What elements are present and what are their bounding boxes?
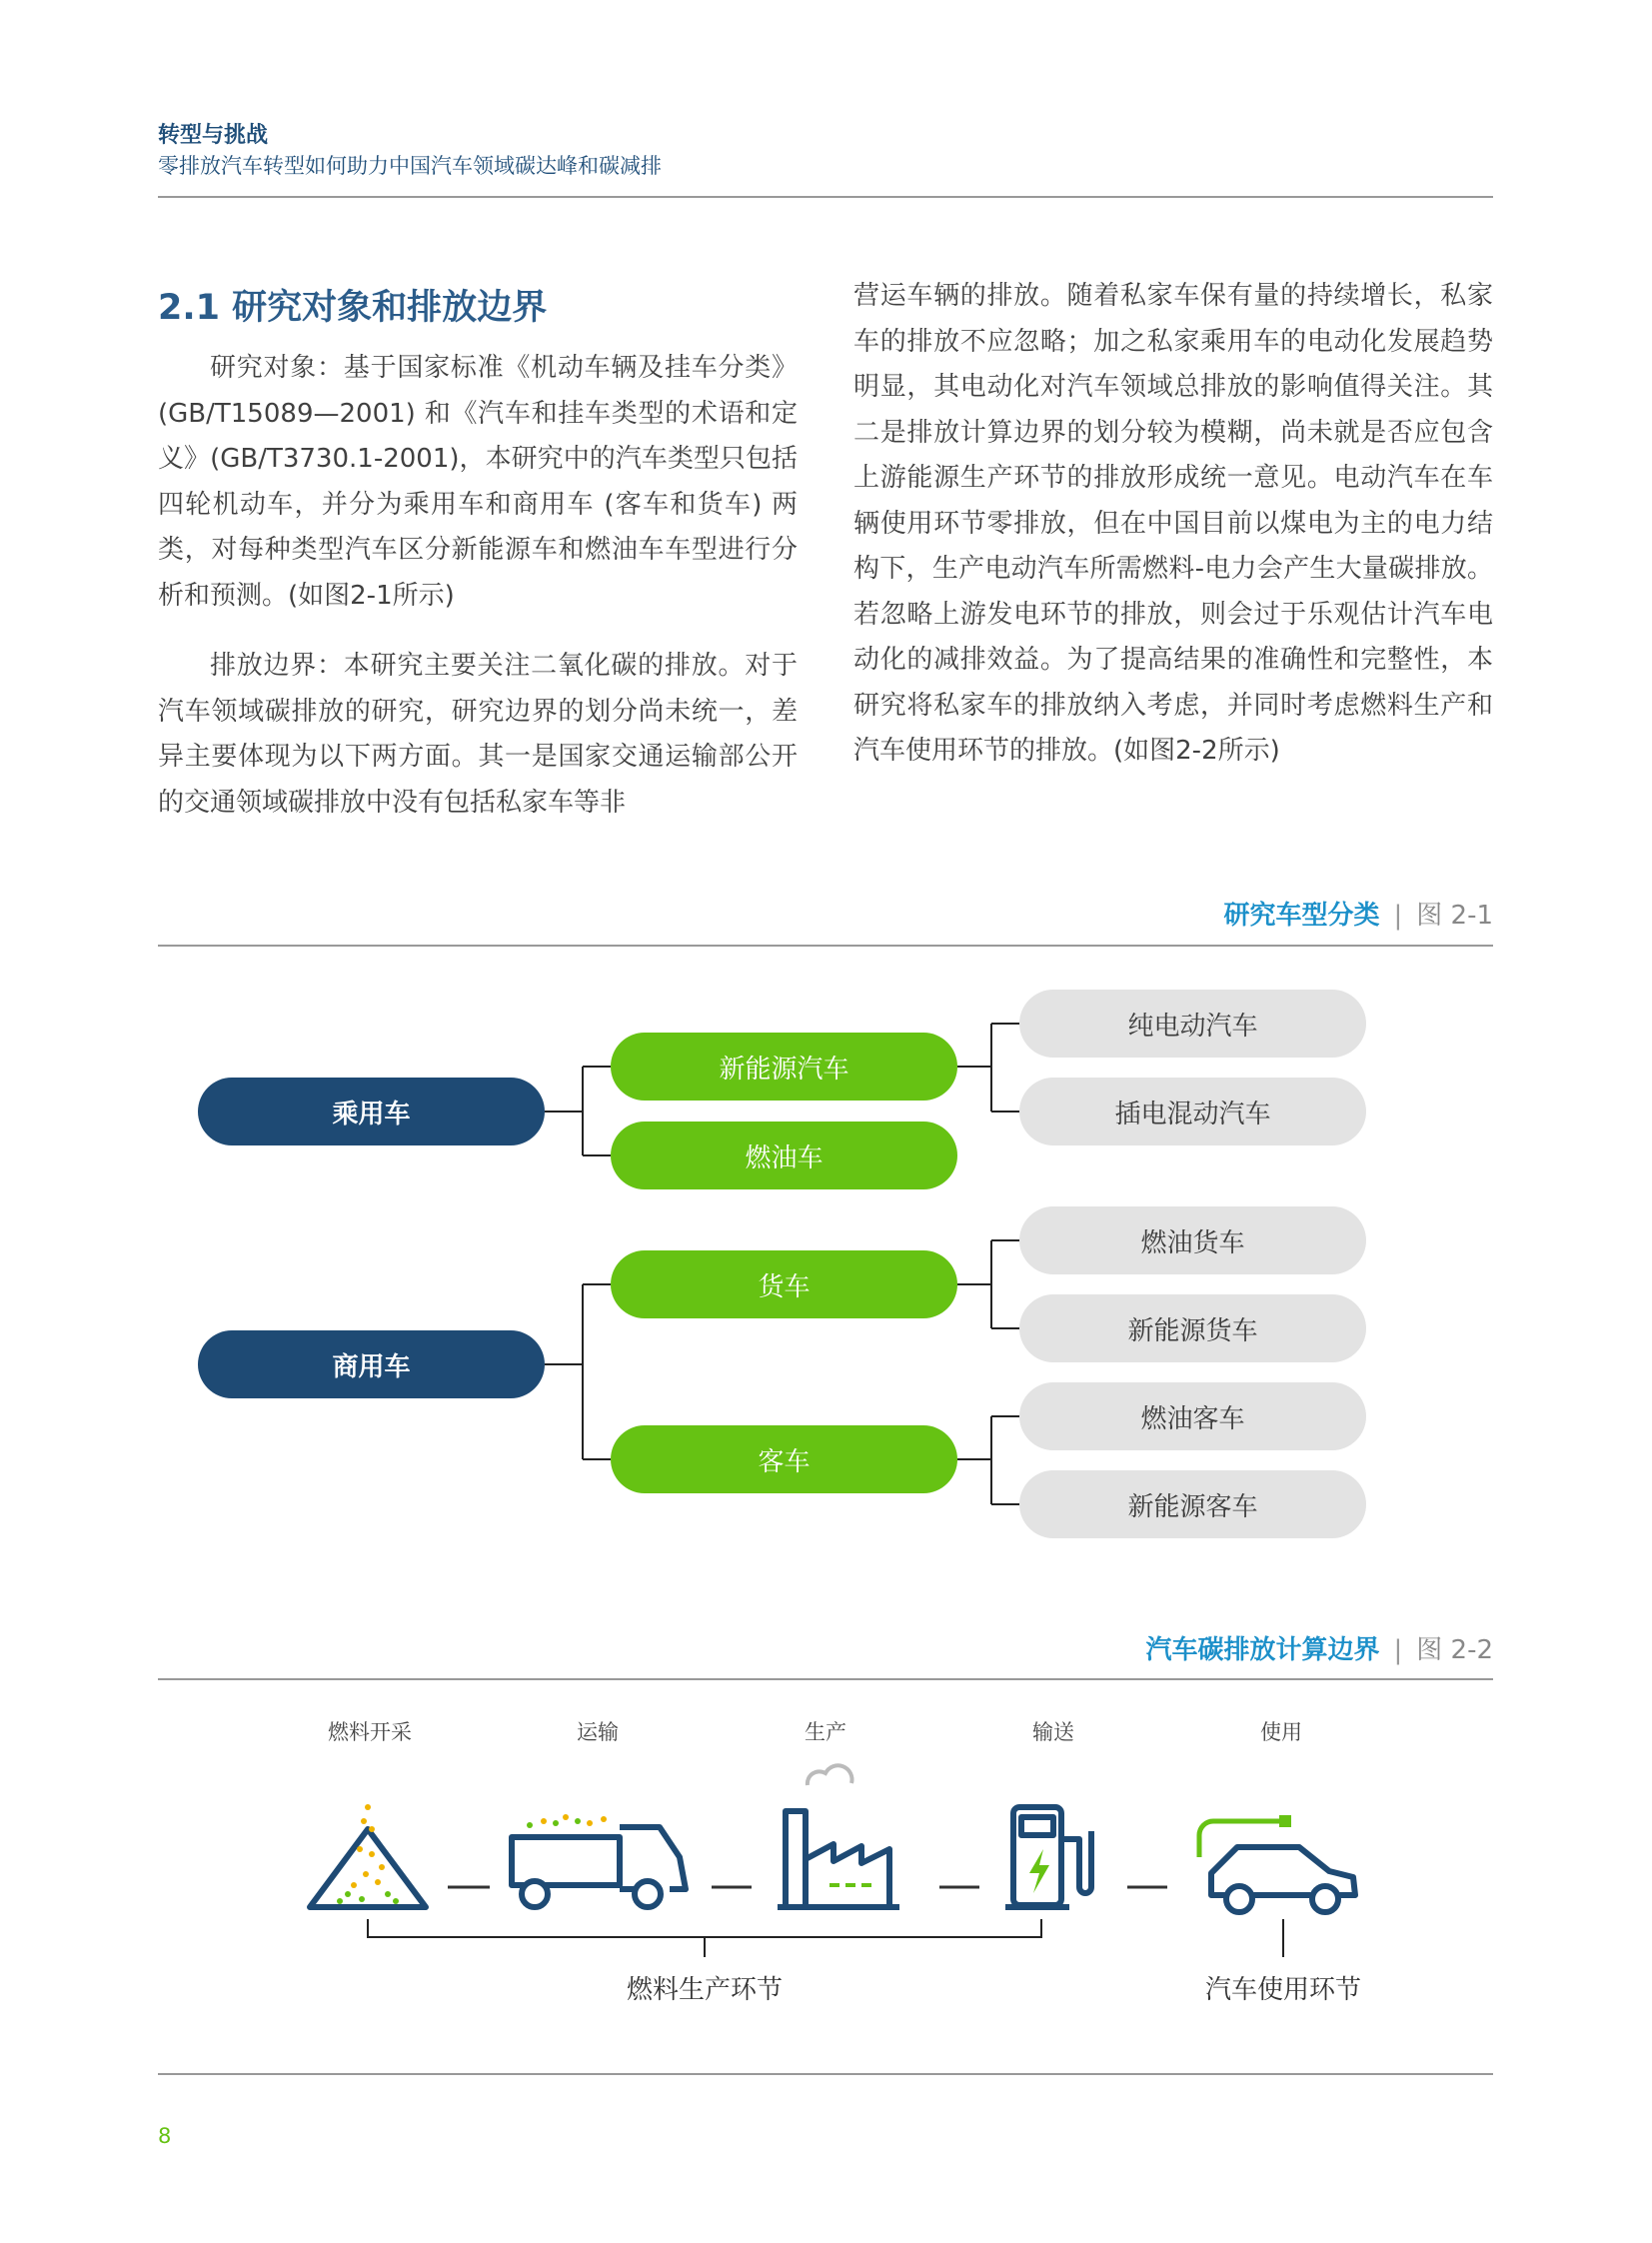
stage-label-transport: 运输 xyxy=(577,1720,619,1744)
fuel-pile-icon xyxy=(310,1804,426,1907)
figure-number: 图 2-2 xyxy=(1416,1635,1493,1665)
section-title: 2.1 研究对象和排放边界 xyxy=(158,288,548,328)
node-nev-truck: 新能源货车 xyxy=(1019,1294,1366,1362)
figure-title: 研究车型分类 xyxy=(1223,901,1380,931)
paragraph-research-object: 研究对象：基于国家标准《机动车辆及挂车分类》(GB/T15089—2001) 和《汽车和挂车类型的术语和定义》(GB/T3730.1-2001)，本研究中的汽车类型只包括四轮机动车，并分为乘用车和商用车 (客车和货车) 两类，对每种类型汽车区分新能源车和燃油车车型进行分析和预测。(如图2-1所示) xyxy=(158,353,798,611)
stage-label-mining: 燃料开采 xyxy=(328,1720,412,1744)
node-fuel-car: 燃油车 xyxy=(611,1122,957,1189)
boundary-icons xyxy=(0,1689,1652,2029)
node-bus: 客车 xyxy=(611,1425,957,1493)
node-nev-bus: 新能源客车 xyxy=(1019,1470,1366,1538)
node-phev: 插电混动汽车 xyxy=(1019,1078,1366,1145)
figure-2-2-divider xyxy=(158,1678,1493,1680)
figure-2-1-caption xyxy=(1223,895,1493,932)
page-number: 8 xyxy=(158,2124,172,2148)
footer-divider xyxy=(158,2073,1493,2075)
paragraph-emission-boundary-cont: 营运车辆的排放。随着私家车保有量的持续增长，私家车的排放不应忽略；加之私家乘用车的电动化发展趋势明显，其电动化对汽车领域总排放的影响值得关注。其二是排放计算边界的划分较为模糊，尚未就是否应包含上游能源生产环节的排放形成统一意见。电动汽车在车辆使用环节零排放，但在中国目前以煤电为主的电力结构下，生产电动汽车所需燃料-电力会产生大量碳排放。若忽略上游发电环节的排放，则会过于乐观估计汽车电动化的减排效益。为了提高结果的准确性和完整性，本研究将私家车的排放纳入考虑，并同时考虑燃料生产和汽车使用环节的排放。(如图2-2所示) xyxy=(853,281,1493,766)
node-commercial-vehicle: 商用车 xyxy=(198,1330,545,1398)
stage-label-use: 使用 xyxy=(1260,1720,1302,1744)
stage-label-production: 生产 xyxy=(805,1720,846,1744)
carbon-boundary-diagram xyxy=(0,1689,1652,2029)
header-title: 转型与挑战 xyxy=(158,123,269,148)
node-bev: 纯电动汽车 xyxy=(1019,990,1366,1058)
phase-vehicle-use: 汽车使用环节 xyxy=(1204,1975,1361,2005)
electric-car-icon xyxy=(1199,1815,1355,1912)
node-fuel-truck: 燃油货车 xyxy=(1019,1206,1366,1274)
node-passenger-car: 乘用车 xyxy=(198,1078,545,1145)
figure-2-1-divider xyxy=(158,945,1493,947)
figure-number: 图 2-1 xyxy=(1416,901,1493,931)
caption-separator: | xyxy=(1393,901,1403,931)
header-divider xyxy=(158,196,1493,198)
node-fuel-bus: 燃油客车 xyxy=(1019,1382,1366,1450)
paragraph-emission-boundary: 排放边界：本研究主要关注二氧化碳的排放。对于汽车领域碳排放的研究，研究边界的划分尚未统一，差异主要体现为以下两方面。其一是国家交通运输部公开的交通领域碳排放中没有包括私家车等非 xyxy=(158,651,798,818)
caption-separator: | xyxy=(1393,1635,1403,1665)
phase-fuel-production: 燃料生产环节 xyxy=(626,1975,783,2005)
vehicle-classification-diagram xyxy=(0,960,1652,1559)
figure-title: 汽车碳排放计算边界 xyxy=(1145,1635,1380,1665)
truck-icon xyxy=(512,1827,686,1907)
node-new-energy-vehicle: 新能源汽车 xyxy=(611,1033,957,1101)
charging-station-icon xyxy=(1005,1807,1091,1907)
factory-icon xyxy=(778,1811,899,1907)
phase-brackets xyxy=(368,1919,1283,1957)
node-truck: 货车 xyxy=(611,1250,957,1318)
figure-2-2-caption xyxy=(1145,1629,1493,1666)
header-subtitle: 零排放汽车转型如何助力中国汽车领域碳达峰和碳减排 xyxy=(158,154,662,178)
stage-label-delivery: 输送 xyxy=(1032,1720,1074,1744)
